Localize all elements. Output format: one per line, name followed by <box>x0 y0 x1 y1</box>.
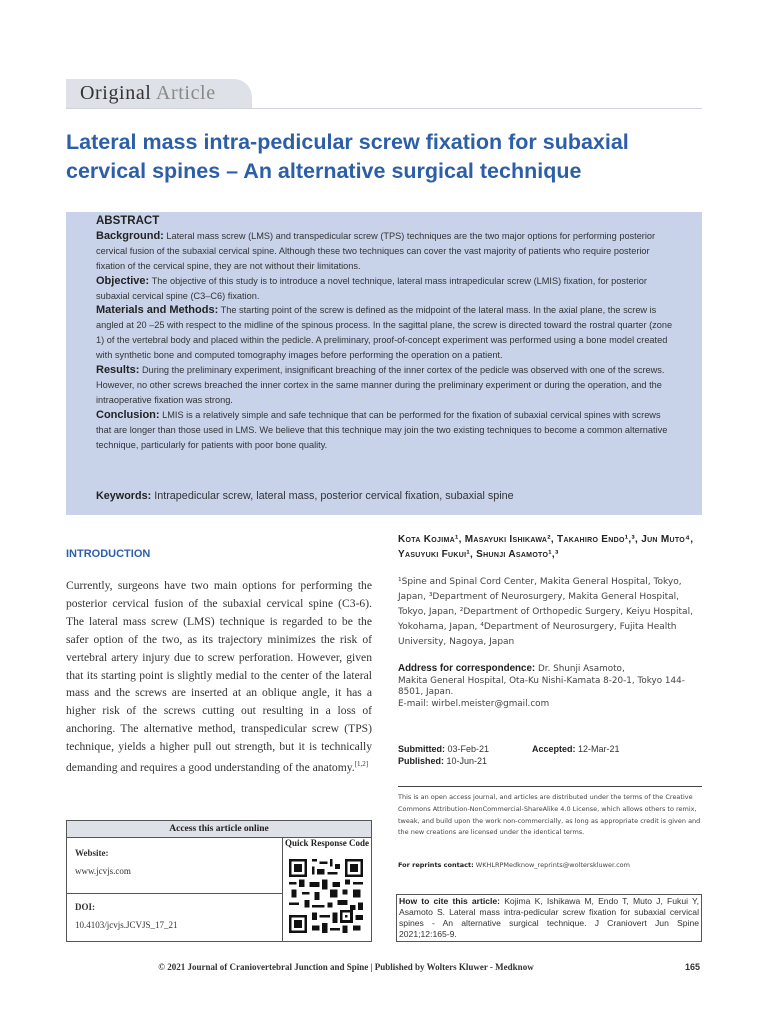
dates-divider <box>398 786 702 787</box>
banner-divider <box>66 108 702 109</box>
correspondence-address: Address for correspondence: Dr. Shunji Asamoto, Makita General Hospital, Ota-Ku Nishi-Kamata 8-20-1, Tokyo 144-8501, Japan. E-mail: wirbel.meister@gmail.com <box>398 663 685 709</box>
keywords: Keywords: Intrapedicular screw, lateral mass, posterior cervical fixation, subaxial spine <box>96 490 514 502</box>
access-box-row-divider <box>67 893 282 894</box>
qr-code-label: Quick Response Code <box>284 838 369 848</box>
open-access-notice: This is an open access journal, and articles are distributed under the terms of the Creative Commons Attribution-NonCommercial-ShareAlike 4.0 License, which allows others to remix, tweak, and build upon the work non-commercially, as long as appropriate credit is given and the new creations are licensed under the identical terms. <box>398 793 701 837</box>
abstract-heading: ABSTRACT <box>96 215 160 227</box>
abstract-objective: Objective: The objective of this study is to introduce a novel technique, lateral mass intrapedicular screw (LMIS) fixation, for posterior subaxial cervical spine (C3–C6) fixation. <box>96 274 647 301</box>
abstract-results: Results: During the preliminary experiment, insignificant breaching of the inner cortex of the pedicle was observed with one of the screws. However, no other screws breached the inner cortex in the same manner during the preliminary experiment or during the operation, and the intraoperative fixation was strong. <box>96 364 665 405</box>
abstract-content <box>96 214 676 453</box>
website-link[interactable]: www.jcvjs.com <box>75 866 131 876</box>
access-article-title: Access this article online <box>67 821 371 838</box>
introduction-heading: INTRODUCTION <box>66 548 151 560</box>
article-title: Lateral mass intra-pedicular screw fixation for subaxial cervical spines – An alternative surgical technique <box>66 130 629 183</box>
author-list: Kota Kojima¹, Masayuki Ishikawa², Takahiro Endo¹,³, Jun Muto⁴, Yasuyuki Fukui¹, Shunji Asamoto¹,³ <box>398 534 694 560</box>
how-to-cite: How to cite this article: Kojima K, Ishikawa M, Endo T, Muto J, Fukui Y, Asamoto S. Lateral mass intra-pedicular screw fixation for subaxial cervical spines - An alternative surgical technique. J Craniovert Jun Spine 2021;12:165-9. <box>399 896 699 939</box>
reprints-email[interactable]: WKHLRPMedknow_reprints@wolterskluwer.com <box>475 861 630 869</box>
access-box-divider <box>282 837 283 941</box>
qr-code-icon[interactable] <box>289 857 363 935</box>
accepted-date: Accepted: 12-Mar-21 <box>532 744 620 754</box>
reprints-contact: For reprints contact: WKHLRPMedknow_reprints@wolterskluwer.com <box>398 861 630 869</box>
abstract-conclusion: Conclusion: LMIS is a relatively simple and safe technique that can be performed for the fixation of subaxial cervical spines with screws that are longer than those used in LMS. We believe that this technique may join the two existing techniques to become a common alternative technique, particularly for patients with poor bone quality. <box>96 408 668 450</box>
website-label: Website: <box>75 848 109 858</box>
abstract-methods: Materials and Methods: The starting point of the screw is defined as the midpoint of the lateral mass. In the axial plane, the screw is angled at 20 –25 with respect to the midline of the spinous process. In the sagittal plane, the screw is directed toward the rostral quarter (zone 1) of the vertebral body and placed within the pedicle. A preliminary, proof-of-concept experiment was performed using a bone model created with synthetic bone and computed tomography images before performing the operation on a patient. <box>96 304 673 361</box>
page-number: 165 <box>684 962 700 972</box>
submitted-date: Submitted: 03-Feb-21 <box>398 744 490 754</box>
correspondence-email[interactable]: E-mail: wirbel.meister@gmail.com <box>398 698 550 709</box>
page-footer: © 2021 Journal of Craniovertebral Junction and Spine | Published by Wolters Kluwer - Medknow <box>158 962 534 972</box>
published-date: Published: 10-Jun-21 <box>398 756 488 766</box>
citation-ref[interactable]: [1,2] <box>354 760 369 769</box>
affiliations: ¹Spine and Spinal Cord Center, Makita General Hospital, Tokyo, Japan, ³Department of Neurosurgery, Makita General Hospital, Tokyo, Japan, ²Department of Orthopedic Surgery, Keiyu Hospital, Yokohama, Japan, ⁴Department of Neurosurgery, Fujita Health University, Nagoya, Japan <box>398 577 693 647</box>
doi-value[interactable]: 10.4103/jcvjs.JCVJS_17_21 <box>75 920 178 930</box>
doi-label: DOI: <box>75 902 95 912</box>
introduction-body: Currently, surgeons have two main options for performing the posterior cervical fusion of the subaxial cervical spine (C3-6). The lateral mass screw (LMS) technique is regarded to be the safer option of the two, as its trajectory minimizes the risk of vertebral artery injury due to screw perforation. However, given that its starting point is slightly medial to the center of the lateral mass and the screws are inserted at an oblique angle, it has a higher risk of the screws cutting out resulting in a loss of anchoring. The alternative method, transpedicular screw (TPS) technique, yields a higher pull out strength, but it is technically demanding and requires a good understanding of the anatomy.[1,2] <box>66 579 372 774</box>
article-type-label: Original Article <box>80 82 216 104</box>
abstract-background: Background: Lateral mass screw (LMS) and transpedicular screw (TPS) techniques are the two major options for performing posterior cervical fusion of the subaxial cervical spine. Although these two techniques can cover the vast majority of patients who require posterior fixation of the cervical spine, they are not without their limitations. <box>96 229 656 271</box>
